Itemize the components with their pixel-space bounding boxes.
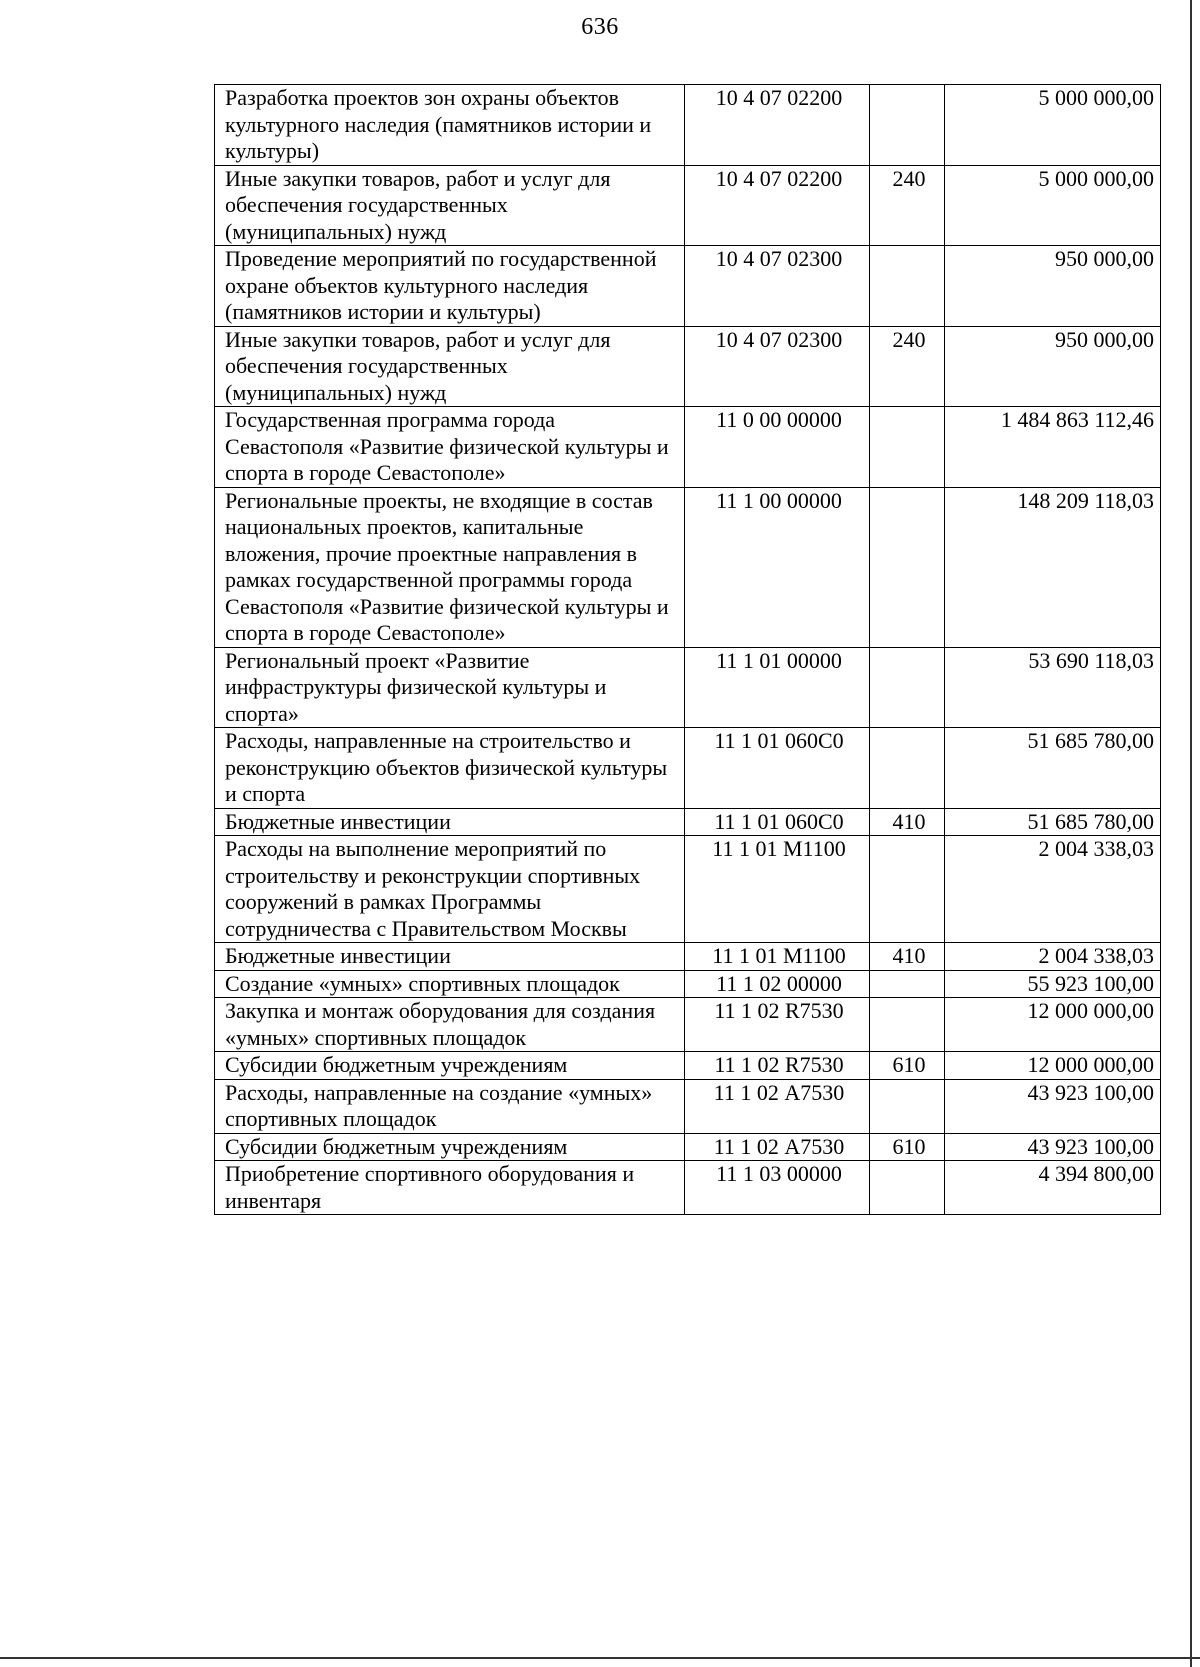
row-type: 410 [870,943,945,971]
row-name: Иные закупки товаров, работ и услуг для обеспечения государственных (муниципальных) нужд [215,326,685,407]
row-name: Иные закупки товаров, работ и услуг для обеспечения государственных (муниципальных) нужд [215,165,685,246]
table-row [215,1052,1161,1080]
row-sum: 43 923 100,00 [945,1133,1161,1161]
table-row [215,998,1161,1052]
row-type [870,998,945,1052]
row-sum: 1 484 863 112,46 [945,407,1161,488]
row-code: 11 1 02 00000 [685,970,870,998]
table-row [215,1079,1161,1133]
row-code: 11 1 01 060С0 [685,808,870,836]
row-code: 11 1 02 R7530 [685,998,870,1052]
row-type [870,1161,945,1215]
table-row [215,487,1161,647]
table-row [215,970,1161,998]
table-row [215,407,1161,488]
row-sum: 950 000,00 [945,326,1161,407]
row-type: 240 [870,326,945,407]
row-sum: 51 685 780,00 [945,728,1161,809]
row-code: 10 4 07 02200 [685,165,870,246]
row-type [870,487,945,647]
row-code: 11 1 00 00000 [685,487,870,647]
row-name: Создание «умных» спортивных площадок [215,970,685,998]
row-type [870,1079,945,1133]
row-code: 11 1 02 А7530 [685,1079,870,1133]
row-sum: 43 923 100,00 [945,1079,1161,1133]
row-type [870,246,945,327]
row-code: 11 1 02 R7530 [685,1052,870,1080]
row-code: 11 1 02 А7530 [685,1133,870,1161]
table-row [215,1161,1161,1215]
row-sum: 12 000 000,00 [945,1052,1161,1080]
table-row [215,165,1161,246]
row-name: Бюджетные инвестиции [215,943,685,971]
row-name: Расходы, направленные на строительство и реконструкцию объектов физической культуры и спорта [215,728,685,809]
row-type [870,836,945,943]
row-code: 11 1 01 060С0 [685,728,870,809]
row-sum: 2 004 338,03 [945,943,1161,971]
row-name: Разработка проектов зон охраны объектов культурного наследия (памятников истории и культуры) [215,85,685,166]
row-sum: 51 685 780,00 [945,808,1161,836]
row-type [870,407,945,488]
row-name: Государственная программа города Севастополя «Развитие физической культуры и спорта в городе Севастополе» [215,407,685,488]
row-type: 240 [870,165,945,246]
row-sum: 148 209 118,03 [945,487,1161,647]
row-code: 10 4 07 02300 [685,326,870,407]
row-code: 11 0 00 00000 [685,407,870,488]
row-name: Субсидии бюджетным учреждениям [215,1052,685,1080]
table-row [215,1133,1161,1161]
row-name: Приобретение спортивного оборудования и инвентаря [215,1161,685,1215]
scan-edge-right [1190,0,1192,1667]
row-name: Субсидии бюджетным учреждениям [215,1133,685,1161]
row-sum: 4 394 800,00 [945,1161,1161,1215]
row-sum: 53 690 118,03 [945,647,1161,728]
row-type: 410 [870,808,945,836]
row-name: Расходы, направленные на создание «умных» спортивных площадок [215,1079,685,1133]
row-type [870,728,945,809]
row-type [870,85,945,166]
row-name: Расходы на выполнение мероприятий по строительству и реконструкции спортивных сооружений в рамках Программы сотрудничества с Правительством Москвы [215,836,685,943]
row-code: 11 1 01 М1100 [685,836,870,943]
row-sum: 55 923 100,00 [945,970,1161,998]
row-code: 10 4 07 02200 [685,85,870,166]
scan-edge-bottom [0,1657,1200,1659]
row-type: 610 [870,1052,945,1080]
row-type: 610 [870,1133,945,1161]
row-name: Региональный проект «Развитие инфраструктуры физической культуры и спорта» [215,647,685,728]
table-row [215,943,1161,971]
row-type [870,647,945,728]
row-name: Региональные проекты, не входящие в состав национальных проектов, капитальные вложения, прочие проектные направления в рамках государственной программы города Севастополя «Развитие физической культуры и спорта в городе Севастополе» [215,487,685,647]
row-sum: 5 000 000,00 [945,85,1161,166]
row-type [870,970,945,998]
row-code: 11 1 03 00000 [685,1161,870,1215]
row-name: Закупка и монтаж оборудования для создания «умных» спортивных площадок [215,998,685,1052]
budget-table [214,84,1161,1215]
row-sum: 12 000 000,00 [945,998,1161,1052]
row-name: Бюджетные инвестиции [215,808,685,836]
table-row [215,326,1161,407]
row-name: Проведение мероприятий по государственной охране объектов культурного наследия (памятников истории и культуры) [215,246,685,327]
table-row [215,246,1161,327]
row-sum: 950 000,00 [945,246,1161,327]
row-sum: 5 000 000,00 [945,165,1161,246]
page-number: 636 [581,14,619,40]
row-sum: 2 004 338,03 [945,836,1161,943]
table-row [215,647,1161,728]
table-row [215,836,1161,943]
table-row [215,808,1161,836]
row-code: 11 1 01 М1100 [685,943,870,971]
row-code: 10 4 07 02300 [685,246,870,327]
table-row [215,85,1161,166]
row-code: 11 1 01 00000 [685,647,870,728]
table-row [215,728,1161,809]
